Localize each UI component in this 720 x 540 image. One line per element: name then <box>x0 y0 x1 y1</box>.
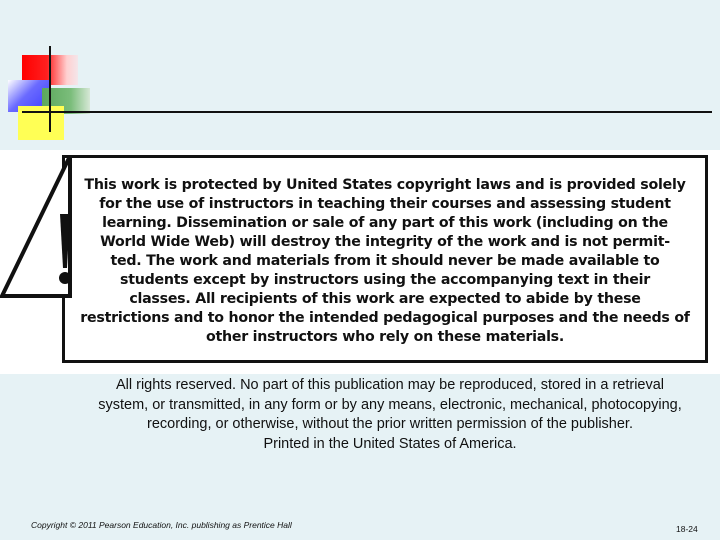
rights-reserved-notice <box>50 376 720 454</box>
rights-line: All rights reserved. No part of this publication may be reproduced, stored in a retrieval <box>115 377 665 393</box>
warning-line: ted. The work and materials from it should never be made available to <box>110 253 660 269</box>
warning-line: students except by instructors using the accompanying text in their <box>120 272 650 288</box>
rights-line: recording, or otherwise, without the prior written permission of the publisher. <box>147 416 633 432</box>
warning-line: classes. All recipients of this work are expected to abide by these <box>129 291 641 307</box>
rights-line: Printed in the United States of America. <box>263 435 517 452</box>
copyright-warning-text <box>80 176 690 347</box>
warning-line: for the use of instructors in teaching their courses and assessing student <box>99 196 671 212</box>
decor-vertical-line <box>49 46 51 132</box>
rights-line: system, or transmitted, in any form or by any means, electronic, mechanical, photocopying, <box>98 396 682 413</box>
warning-line: This work is protected by United States copyright laws and is provided solely <box>84 177 686 193</box>
warning-line: learning. Dissemination or sale of any part of this work (including on the <box>102 215 668 231</box>
warning-line: restrictions and to honor the intended pedagogical purposes and the needs of <box>80 310 690 326</box>
footer-copyright: Copyright © 2011 Pearson Education, Inc. publishing as Prentice Hall <box>31 520 292 530</box>
warning-line: World Wide Web) will destroy the integrity of the work and is not permit- <box>100 234 670 250</box>
slide-number: 18-24 <box>676 524 698 534</box>
warning-triangle-icon <box>0 150 92 372</box>
warning-line: other instructors who rely on these materials. <box>205 329 565 345</box>
title-divider-line <box>22 111 712 113</box>
